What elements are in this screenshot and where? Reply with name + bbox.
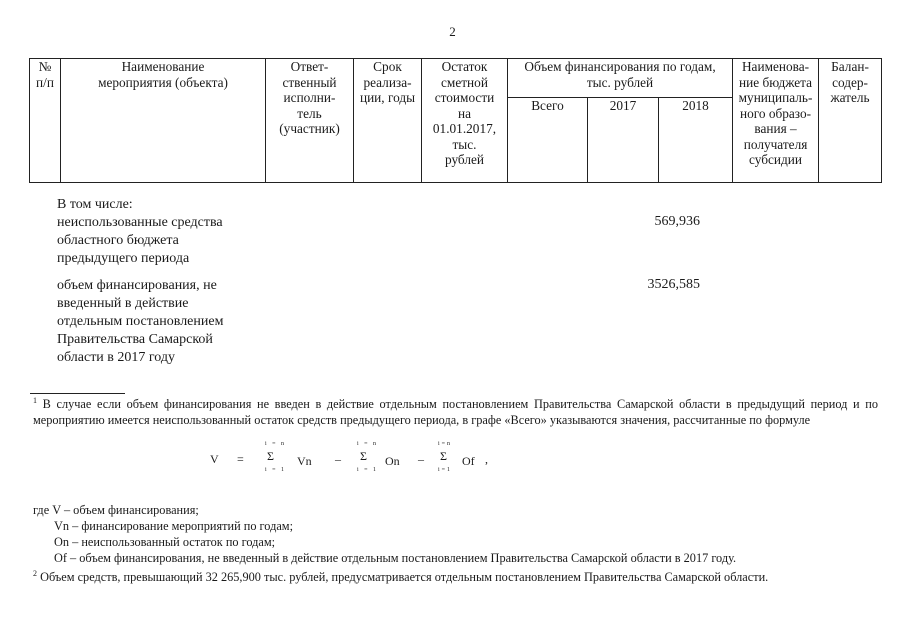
item-not-enacted-value: 3526,585	[647, 277, 700, 292]
formula-sum1: Σ	[267, 449, 274, 463]
definition-vn: Vn – финансирование мероприятий по годам;	[54, 519, 293, 533]
header-2017: 2017	[588, 98, 659, 183]
footnote-1	[33, 393, 878, 428]
formula-sum2-bottom: i = 1	[357, 467, 379, 473]
header-holder: Балан- содер- жатель	[819, 59, 882, 183]
header-num: № п/п	[30, 59, 61, 183]
financing-table-header	[29, 58, 882, 183]
header-budget-name: Наименова- ние бюджета муниципаль- ного образо- вания – получателя субсидии	[733, 59, 819, 183]
formula-of: Of	[462, 454, 475, 468]
footnote-2	[33, 566, 768, 585]
footnote-1-mark: 1	[33, 396, 37, 405]
item-unused-funds-value: 569,936	[654, 214, 700, 229]
header-term: Срок реализа- ции, годы	[354, 59, 422, 183]
formula-sum1-top: i = n	[265, 441, 287, 447]
footnote-2-mark: 2	[33, 569, 37, 578]
header-volume-group: Объем финансирования по годам, тыс. рублей	[508, 59, 733, 98]
definition-on: On – неиспользованный остаток по годам;	[54, 535, 276, 549]
formula-vn: Vn	[297, 454, 312, 468]
formula-minus-2: –	[418, 452, 424, 466]
formula	[0, 440, 905, 485]
header-name: Наименование мероприятия (объекта)	[61, 59, 266, 183]
header-executor: Ответ- ственный исполни- тель (участник)	[266, 59, 354, 183]
formula-equals: =	[237, 452, 244, 466]
item-unused-funds-label: В том числе: неиспользованные средства областного бюджета предыдущего периода	[57, 197, 223, 266]
formula-comma: ,	[485, 452, 488, 466]
definition-of: Of – объем финансирования, не введенный в действие отдельным постановлением Правительства Самарской области в 2017 году.	[54, 551, 737, 565]
header-total: Всего	[508, 98, 588, 183]
header-balance: Остаток сметной стоимости на 01.01.2017, тыс. рублей	[422, 59, 508, 183]
formula-sum1-bottom: i = 1	[265, 467, 287, 473]
formula-on: On	[385, 454, 400, 468]
footnote-1-text: В случае если объем финансирования не введен в действие отдельным постановлением Правительства Самарской области в предыдущий период и по мероприятию имеется неиспользованный остаток средств предыдущего периода, в графе «Всего» указываются значения, рассчитанные по формуле	[33, 397, 878, 428]
header-2018: 2018	[659, 98, 733, 183]
formula-sum3: Σ	[440, 449, 447, 463]
formula-minus-1: –	[335, 452, 341, 466]
formula-sum3-bottom: i=1	[438, 467, 453, 473]
formula-sum3-top: i=n	[438, 441, 453, 447]
page-number: 2	[449, 24, 456, 39]
footnote-2-text: Объем средств, превышающий 32 265,900 тыс. рублей, предусматривается отдельным постановлением Правительства Самарской области.	[40, 570, 769, 585]
formula-v: V	[210, 452, 219, 466]
formula-sum2: Σ	[360, 449, 367, 463]
item-not-enacted-label: объем финансирования, не введенный в действие отдельным постановлением Правительства Самарской области в 2017 году	[57, 278, 224, 365]
definition-v: где V – объем финансирования;	[33, 503, 199, 517]
formula-sum2-top: i = n	[357, 441, 379, 447]
